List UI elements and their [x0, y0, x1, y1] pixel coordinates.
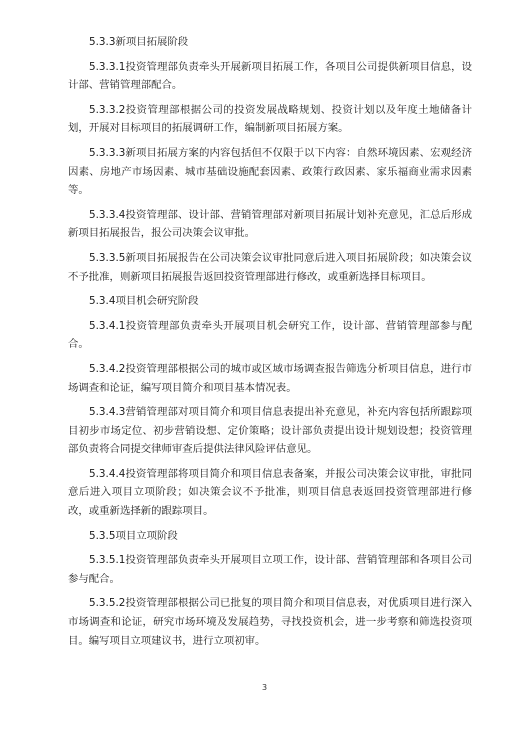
- paragraph-5-3-3-2: 5.3.3.2投资管理部根据公司的投资发展战略规划、投资计划以及年度土地储备计划，开展对目标项目的拓展调研工作，编制新项目拓展方案。: [68, 103, 472, 135]
- paragraph-5-3-3-1: 5.3.3.1投资管理部负责牵头开展新项目拓展工作，各项目公司提供新项目信息，设计部、营销管理部配合。: [68, 60, 472, 92]
- paragraph-5-3-3-5: 5.3.3.5新项目拓展报告在公司决策会议审批同意后进入项目拓展阶段；如决策会议不予批准，则新项目拓展报告返回投资管理部进行修改，或重新选择目标项目。: [68, 251, 472, 283]
- paragraph-5-3-4-3: 5.3.4.3营销管理部对项目简介和项目信息表提出补充意见，补充内容包括所跟踪项目初步市场定位、初步营销设想、定价策略；设计部负责提出设计规划设想；投资管理部负责将合同提交律师审查后提供法律风险评估意见。: [68, 406, 472, 456]
- section-heading-5-3-4: 5.3.4项目机会研究阶段: [89, 295, 199, 308]
- paragraph-5-3-5-1: 5.3.5.1投资管理部负责牵头开展项目立项工作，设计部、营销管理部和各项目公司参与配合。: [68, 554, 472, 585]
- paragraph-5-3-4-1: 5.3.4.1投资管理部负责牵头开展项目机会研究工作，设计部、营销管理部参与配合。: [68, 319, 472, 351]
- paragraph-5-3-5-2: 5.3.5.2投资管理部根据公司已批复的项目简介和项目信息表，对优质项目进行深入市场调查和论证，研究市场环境及发展趋势，寻找投资机会，进一步考察和筛选投资项目。编写项目立项建议书，进行立项初审。: [68, 597, 472, 647]
- paragraph-5-3-4-4: 5.3.4.4投资管理部将项目简介和项目信息表备案，并报公司决策会议审批，审批同意后进入项目立项阶段；如决策会议不予批准，则项目信息表返回投资管理部进行修改，或重新选择新的跟踪项目。: [68, 467, 472, 518]
- page-body: [68, 33, 472, 656]
- paragraph-5-3-4-2: 5.3.4.2投资管理部根据公司的城市或区域市场调查报告筛选分析项目信息，进行市场调查和论证，编写项目简介和项目基本情况表。: [68, 362, 472, 394]
- paragraph-5-3-3-4: 5.3.3.4投资管理部、设计部、营销管理部对新项目拓展计划补充意见，汇总后形成新项目拓展报告，报公司决策会议审批。: [68, 208, 472, 240]
- section-heading-5-3-5: 5.3.5项目立项阶段: [89, 529, 178, 542]
- paragraph-5-3-3-3: 5.3.3.3新项目拓展方案的内容包括但不仅限于以下内容：自然环境因素、宏观经济因素、房地产市场因素、城市基础设施配套因素、政策行政因素、家乐福商业需求因素等。: [68, 146, 472, 197]
- page-number: 3: [261, 683, 268, 692]
- section-heading-5-3-3: 5.3.3新项目拓展阶段: [89, 36, 189, 48]
